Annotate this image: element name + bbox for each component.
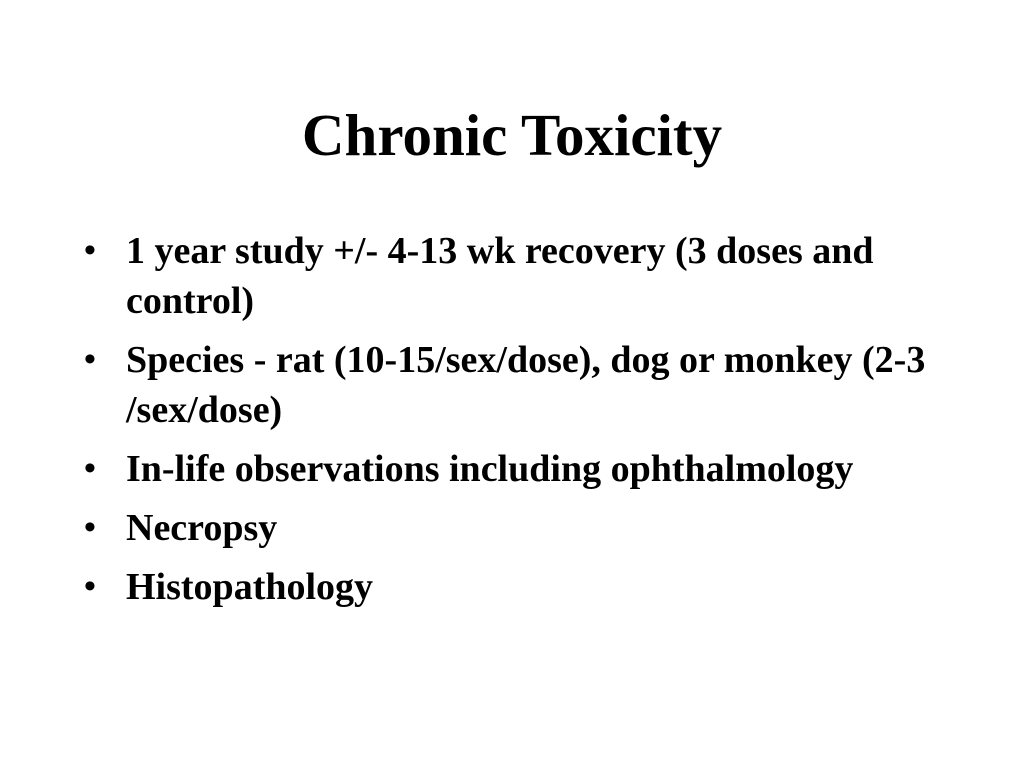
bullet-text: Necropsy xyxy=(126,507,278,549)
bullet-item-4 xyxy=(84,503,964,553)
bullet-item-3 xyxy=(84,444,964,494)
bullet-item-1 xyxy=(84,226,964,326)
bullet-text: In-life observations including ophthalmology xyxy=(126,448,854,490)
bullet-text: 1 year study +/- 4-13 wk recovery (3 doses and control) xyxy=(126,230,874,322)
bullet-dot-icon: • xyxy=(84,450,96,487)
bullet-item-5 xyxy=(84,562,964,612)
bullet-dot-icon: • xyxy=(84,232,96,269)
bullet-list xyxy=(84,226,964,621)
bullet-text: Histopathology xyxy=(126,566,374,608)
bullet-text: Species - rat (10-15/sex/dose), dog or monkey (2-3 /sex/dose) xyxy=(126,339,926,431)
bullet-dot-icon: • xyxy=(84,568,96,605)
bullet-item-2 xyxy=(84,335,964,435)
bullet-dot-icon: • xyxy=(84,341,96,378)
bullet-dot-icon: • xyxy=(84,509,96,546)
slide-title: Chronic Toxicity xyxy=(301,102,723,168)
